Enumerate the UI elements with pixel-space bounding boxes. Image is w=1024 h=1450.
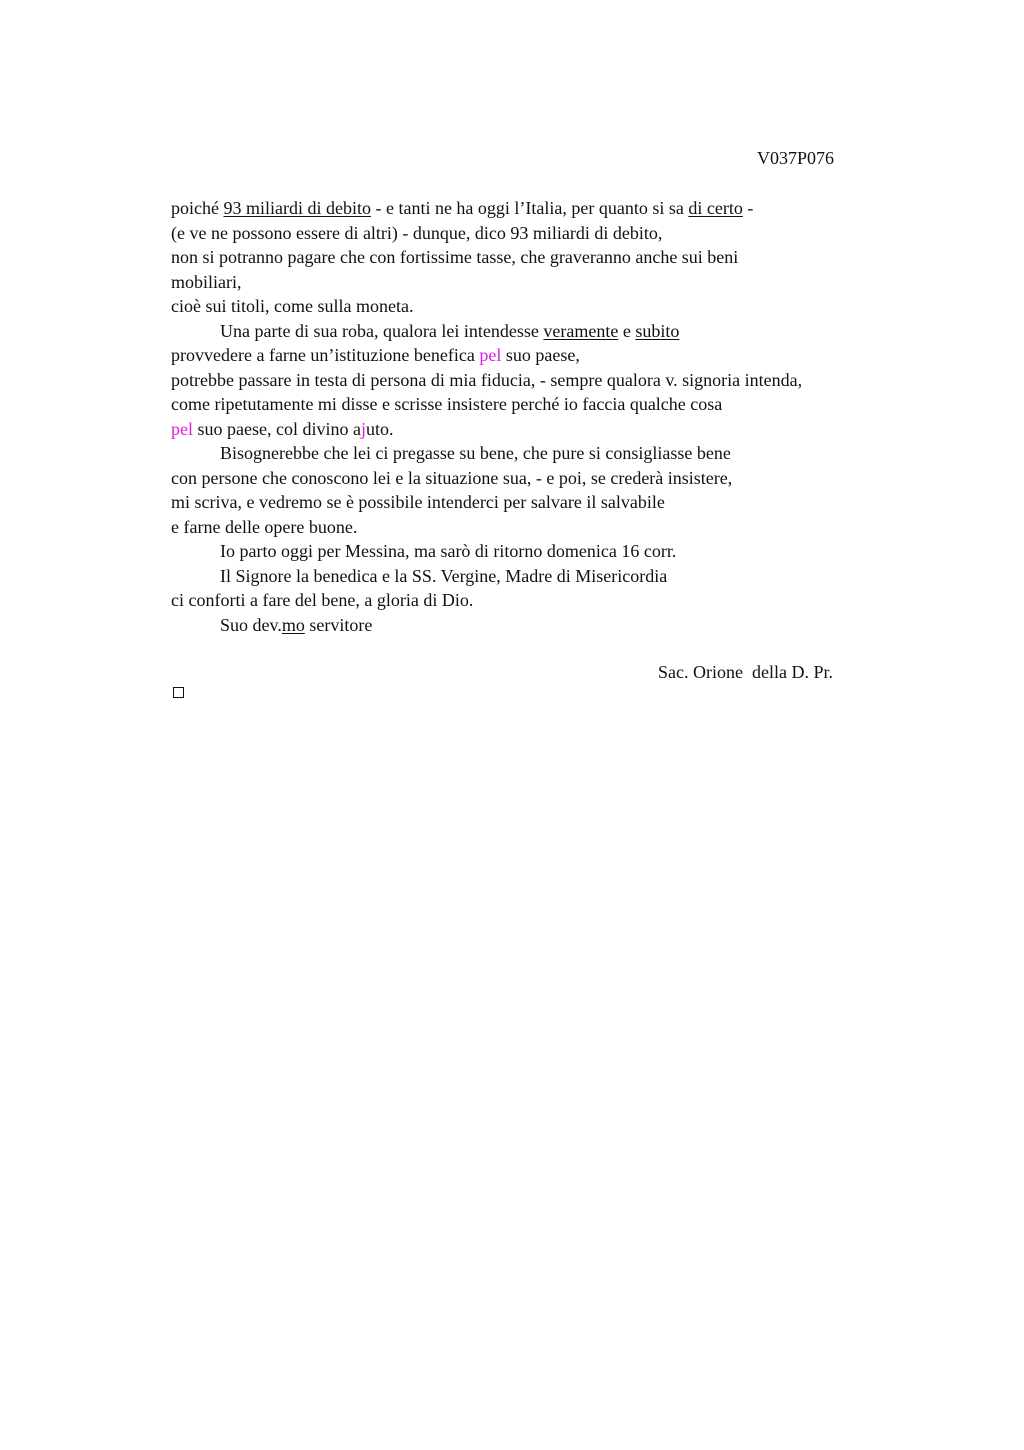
letter-line: con persone che conoscono lei e la situazione sua, - e poi, se crederà insistere, — [171, 467, 733, 488]
letter-line: (e ve ne possono essere di altri) - dunque, dico 93 miliardi di debito, — [171, 222, 663, 243]
letter-line: potrebbe passare in testa di persona di mia fiducia, - sempre qualora v. signoria intenda, — [171, 369, 803, 390]
text-span: poiché — [171, 198, 224, 218]
underlined-text: subito — [635, 320, 680, 341]
text-span: Suo dev. — [220, 614, 282, 635]
letter-line: Il Signore la benedica e la SS. Vergine, Madre di Misericordia — [220, 565, 668, 586]
letter-line: ci conforti a fare del bene, a gloria di Dio. — [171, 590, 474, 610]
highlighted-word: pel — [171, 418, 193, 439]
signature: Sac. Orione della D. Pr. — [658, 662, 833, 682]
letter-line: e farne delle opere buone. — [171, 516, 358, 537]
text-span: Una parte di sua roba, qualora lei intendesse — [220, 320, 544, 341]
letter-line: come ripetutamente mi disse e scrisse insistere perché io faccia qualche cosa — [171, 394, 723, 414]
letter-line — [171, 417, 911, 442]
text-span: e — [618, 320, 636, 341]
underlined-text: di certo — [688, 198, 743, 218]
text-span: - e tanti ne ha oggi l’Italia, per quanto si sa — [370, 198, 689, 218]
letter-line: Bisognerebbe che lei ci pregasse su bene, che pure si consigliasse bene — [220, 443, 731, 463]
highlighted-word: pel — [479, 345, 502, 365]
text-span: uto. — [365, 418, 394, 439]
letter-line: mobiliari, — [171, 271, 242, 292]
text-span: - — [742, 198, 754, 218]
letter-line — [171, 613, 911, 638]
letter-body — [171, 196, 911, 637]
letter-line — [171, 319, 911, 344]
letter-line — [171, 343, 911, 368]
highlighted-letter: j — [360, 418, 366, 439]
letter-line — [171, 196, 911, 221]
text-span: suo paese, col divino a — [193, 418, 361, 439]
letter-line: non si potranno pagare che con fortissime tasse, che graveranno anche sui beni — [171, 247, 739, 267]
end-marker-box-icon — [173, 687, 184, 698]
underlined-text: 93 miliardi di debito — [223, 198, 371, 218]
text-span: provvedere a farne un’istituzione benefica — [171, 345, 480, 365]
text-span: servitore — [304, 614, 373, 635]
letter-line: Io parto oggi per Messina, ma sarò di ritorno domenica 16 corr. — [220, 541, 677, 561]
text-span: suo paese, — [501, 345, 580, 365]
letter-line: cioè sui titoli, come sulla moneta. — [171, 296, 414, 316]
underlined-text: mo — [281, 614, 305, 635]
underlined-text: veramente — [543, 320, 619, 341]
letter-line: mi scriva, e vedremo se è possibile intenderci per salvare il salvabile — [171, 492, 665, 512]
page-id: V037P076 — [757, 148, 835, 168]
